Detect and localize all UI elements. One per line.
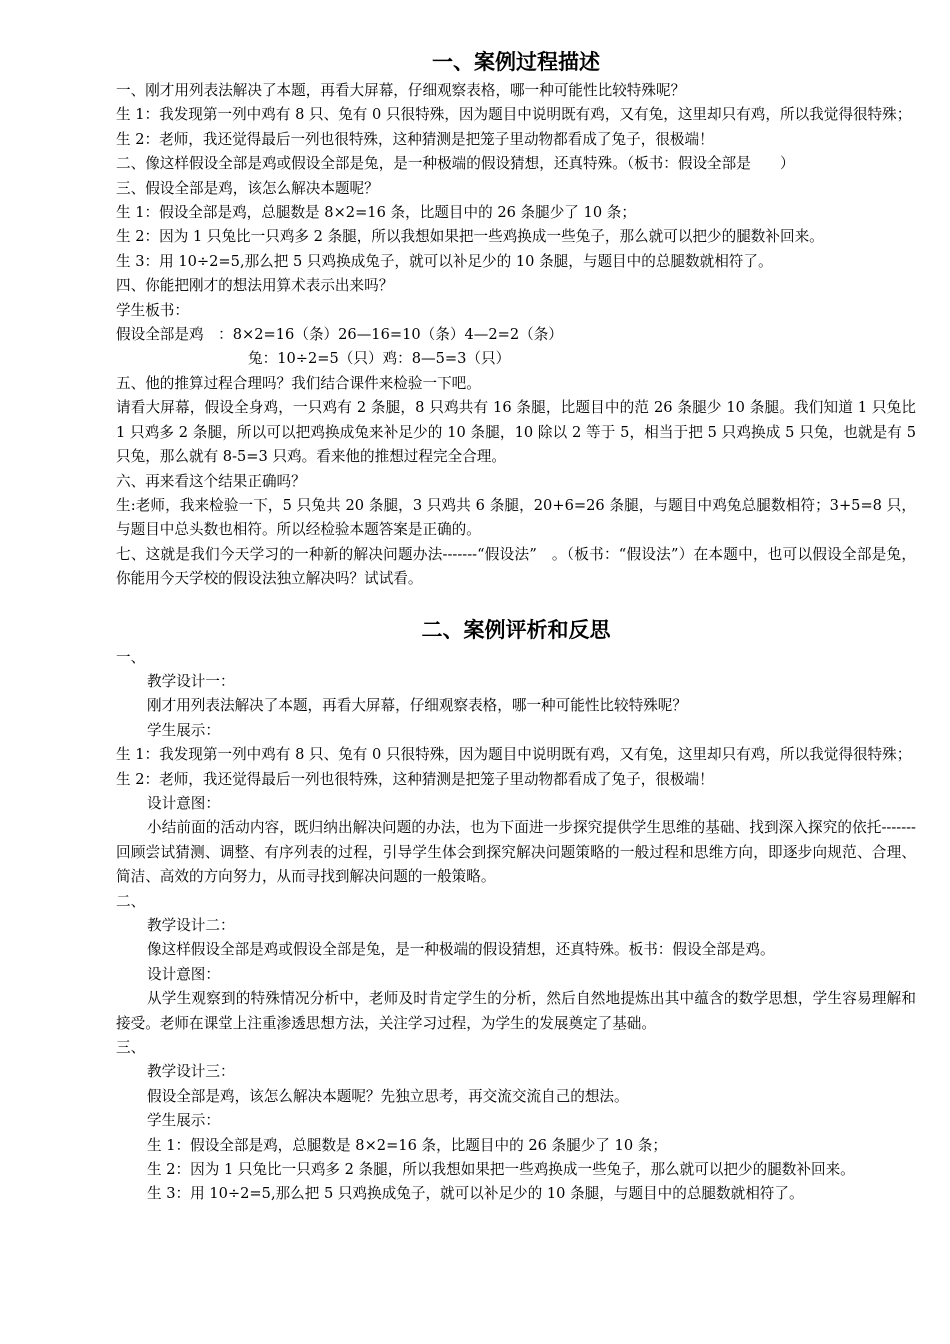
paragraph: 生 1：我发现第一列中鸡有 8 只、兔有 0 只很特殊，因为题目中说明既有鸡，又有兔，这里却只有鸡，所以我觉得很特殊；: [116, 106, 912, 124]
paragraph: 一、: [116, 648, 146, 666]
paragraph: 三、假设全部是鸡，该怎么解决本题呢？: [116, 179, 379, 197]
paragraph: 生 2：老师，我还觉得最后一列也很特殊，这种猜测是把笼子里动物都看成了兔子，很极端！: [116, 770, 714, 788]
paragraph: 生 2：因为 1 只兔比一只鸡多 2 条腿，所以我想如果把一些鸡换成一些兔子，那么就可以把少的腿数补回来。: [147, 1161, 855, 1179]
paragraph: 教学设计二：: [147, 917, 235, 934]
paragraph: 生 1：假设全部是鸡，总腿数是 8×2=16 条，比题目中的 26 条腿少了 10 条；: [116, 204, 636, 222]
paragraph: 七、这就是我们今天学习的一种新的解决问题办法-------“假设法” 。（板书：“假设法”）在本题中，也可以假设全部是兔，你能用今天学校的假设法独立解决吗？试试看。: [116, 545, 916, 588]
paragraph: 学生展示：: [147, 1112, 220, 1130]
paragraph: 生 1：我发现第一列中鸡有 8 只、兔有 0 只很特殊，因为题目中说明既有鸡，又有兔，这里却只有鸡，所以我觉得很特殊；: [116, 746, 912, 764]
paragraph: 教学设计三：: [147, 1063, 235, 1081]
paragraph: 小结前面的活动内容，既归纳出解决问题的办法，也为下面进一步探究提供学生思维的基础、找到深入探究的依托-------回顾尝试猜测、调整、有序列表的过程，引导学生体会到探究解决问题策略的一般过程和思维方向，即逐步向规范、合理、简洁、高效的方向努力，从而寻找到解决问题的一般策略。: [116, 819, 916, 886]
paragraph: 二、: [116, 892, 146, 910]
section-2-title: 二、案例评析和反思: [421, 617, 611, 642]
section-1-title: 一、案例过程描述: [432, 50, 600, 74]
paragraph: 生 3：用 10÷2=5,那么把 5 只鸡换成兔子，就可以补足少的 10 条腿，与题目中的总腿数就相符了。: [116, 252, 773, 270]
paragraph: 学生板书：: [116, 301, 189, 319]
paragraph: 生 2：因为 1 只兔比一只鸡多 2 条腿，所以我想如果把一些鸡换成一些兔子，那么就可以把少的腿数补回来。: [116, 228, 824, 246]
paragraph: 刚才用列表法解决了本题，再看大屏幕，仔细观察表格，哪一种可能性比较特殊呢？: [147, 697, 687, 715]
document-page: [116, 46, 916, 1207]
paragraph: 二、像这样假设全部是鸡或假设全部是兔，是一种极端的假设猜想，还真特殊。（板书：假设全部是 ）: [116, 155, 795, 173]
paragraph: 设计意图：: [147, 794, 220, 812]
paragraph: 生:老师，我来检验一下，5 只兔共 20 条腿，3 只鸡共 6 条腿，20+6=26 条腿，与题目中鸡兔总腿数相符；3+5=8 只，与题目中总头数也相符。所以经检验本题答案是正确的。: [116, 496, 916, 539]
paragraph: 教学设计一：: [147, 672, 235, 690]
paragraph: 六、再来看这个结果正确吗？: [116, 472, 306, 490]
paragraph: 生 3：用 10÷2=5,那么把 5 只鸡换成兔子，就可以补足少的 10 条腿，与题目中的总腿数就相符了。: [147, 1185, 804, 1203]
paragraph: 生 1：假设全部是鸡，总腿数是 8×2=16 条，比题目中的 26 条腿少了 10 条；: [147, 1136, 667, 1154]
paragraph: 四、你能把刚才的想法用算术表示出来吗？: [116, 277, 394, 295]
paragraph: 五、他的推算过程合理吗？我们结合课件来检验一下吧。: [116, 374, 481, 392]
paragraph: 生 2：老师，我还觉得最后一列也很特殊，这种猜测是把笼子里动物都看成了兔子，很极端！: [116, 130, 714, 148]
paragraph: 设计意图：: [147, 965, 220, 983]
calculation-line: 假设全部是鸡 ：8×2=16（条）26—16=10（条）4—2=2（条）: [116, 326, 563, 344]
calculation-line: 兔：10÷2=5（只）鸡：8—5=3（只）: [248, 350, 511, 368]
paragraph: 假设全部是鸡，该怎么解决本题呢？先独立思考，再交流交流自己的想法。: [147, 1087, 629, 1105]
paragraph: 三、: [116, 1039, 146, 1057]
paragraph: 一、刚才用列表法解决了本题，再看大屏幕，仔细观察表格，哪一种可能性比较特殊呢？: [116, 82, 686, 99]
paragraph: 请看大屏幕，假设全身鸡，一只鸡有 2 条腿，8 只鸡共有 16 条腿，比题目中的范 26 条腿少 10 条腿。我们知道 1 只兔比 1 只鸡多 2 条腿，所以可以把鸡换成兔来补足少的 10 条腿，10 除以 2 等于 5，相当于把 5 只鸡换成 5 只兔，也就是有 5 只兔，那么就有 8-5=3 只鸡。看来他的推想过程完全合理。: [116, 399, 916, 466]
paragraph: 从学生观察到的特殊情况分析中，老师及时肯定学生的分析，然后自然地提炼出其中蕴含的数学思想，学生容易理解和接受。老师在课堂上注重渗透思想方法，关注学习过程，为学生的发展奠定了基础。: [116, 990, 916, 1032]
paragraph: 像这样假设全部是鸡或假设全部是兔，是一种极端的假设猜想，还真特殊。板书：假设全部是鸡。: [147, 941, 775, 959]
paragraph: 学生展示：: [147, 721, 220, 739]
